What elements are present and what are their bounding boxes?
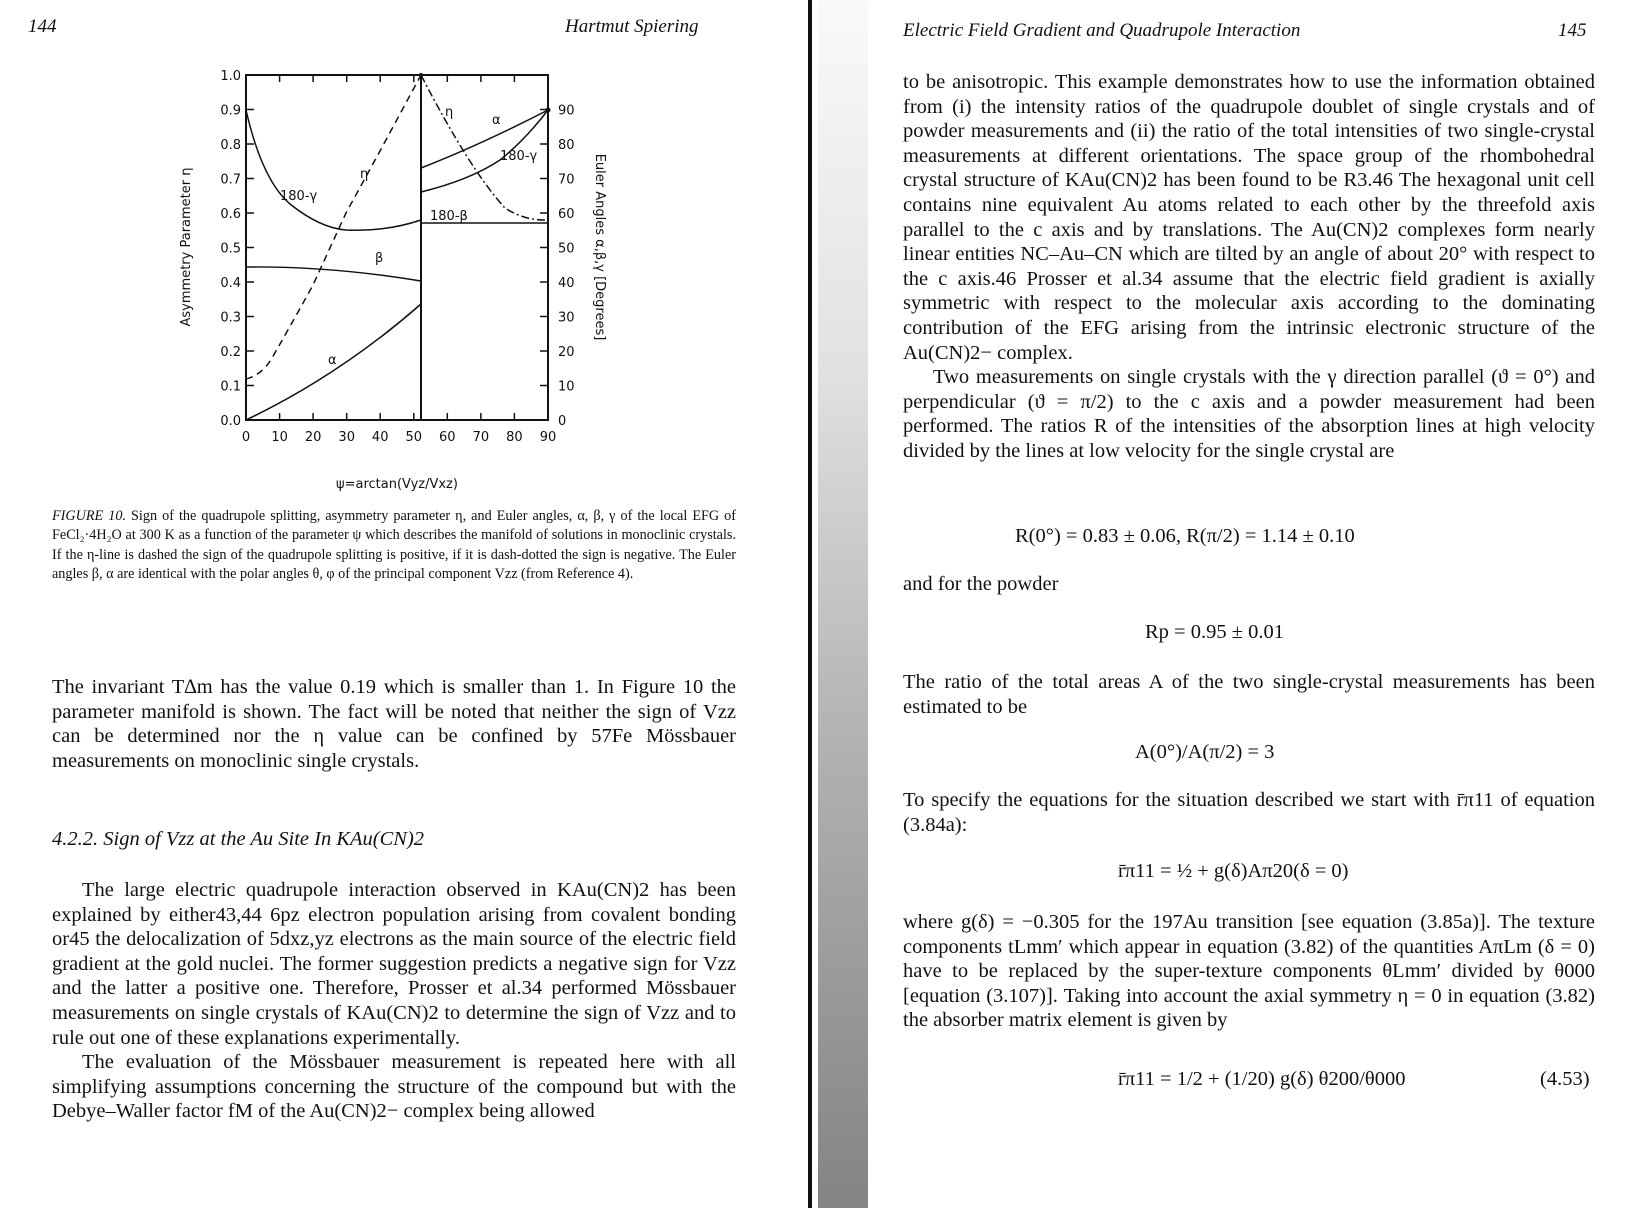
y-tick: 1.0 bbox=[220, 69, 241, 84]
equation-ratios: R(0°) = 0.83 ± 0.06, R(π/2) = 1.14 ± 0.10 bbox=[1015, 525, 1355, 547]
x-tick: 50 bbox=[405, 430, 423, 445]
y-tick: 0.6 bbox=[220, 207, 241, 222]
y-right-tick: 0 bbox=[558, 414, 567, 429]
paragraph-where: where g(δ) = −0.305 for the 197Au transition [see equation (3.85a)]. The texture components tLmm′ which appear in equation (3.82) of the quantities AπLm (δ = 0) have to be replaced by the super-texture components θLmm′ divided by θ000 [equation (3.107)]. Taking into account the axial symmetry η = 0 in equation (3.82) the absorber matrix element is given by bbox=[903, 911, 1595, 1032]
equation-areas: A(0°)/A(π/2) = 3 bbox=[1135, 741, 1275, 763]
label-alpha: α bbox=[328, 353, 337, 368]
y-tick: 0.9 bbox=[220, 103, 241, 119]
y-tick: 0.8 bbox=[220, 138, 241, 153]
y-tick: 0.5 bbox=[220, 241, 241, 257]
y-tick: 0.2 bbox=[220, 345, 241, 360]
equation-r11: r̄π11 = ½ + g(δ)Aπ20(δ = 0) bbox=[1118, 860, 1349, 882]
y-tick: 0.0 bbox=[220, 414, 241, 429]
x-tick: 80 bbox=[506, 430, 523, 445]
page-number: 144 bbox=[28, 16, 57, 37]
x-tick: 40 bbox=[371, 430, 389, 445]
y-right-tick: 30 bbox=[558, 310, 575, 326]
label-alpha-right: α bbox=[492, 113, 501, 128]
x-axis-label: ψ=arctan(Vyz/Vxz) bbox=[336, 477, 458, 492]
label-180-gamma: 180-γ bbox=[280, 189, 318, 204]
y-axis-label: Asymmetry Parameter η bbox=[179, 167, 194, 327]
section-heading: 4.2.2. Sign of Vzz at the Au Site In KAu(CN)2 bbox=[52, 828, 425, 850]
running-head: Hartmut Spiering bbox=[565, 16, 699, 37]
equation-4-53: r̄π11 = 1/2 + (1/20) g(δ) θ200/θ000 bbox=[1118, 1068, 1406, 1090]
right-page bbox=[800, 0, 1626, 1208]
page-number: 145 bbox=[1558, 20, 1587, 41]
x-tick: 70 bbox=[472, 430, 490, 445]
y-right-tick: 70 bbox=[558, 172, 575, 188]
y-tick: 0.1 bbox=[220, 379, 241, 395]
y-right-tick: 50 bbox=[558, 241, 575, 257]
caption-text: Sign of the quadrupole splitting, asymmetry parameter η, and Euler angles, α, β, γ of the local EFG of FeCl₂·4H₂O at 300 K as a function of the parameter ψ which describes the manifold of solutions in monoclinic crystals. If the η-line is dashed the sign of the quadrupole splitting is positive, if it is dash-dotted the sign is negative. The Euler angles β, α are identical with the polar angles θ, φ of the principal component Vzz (from Reference 4). bbox=[52, 508, 737, 582]
y-right-tick: 90 bbox=[558, 103, 575, 119]
y-tick: 0.4 bbox=[220, 276, 241, 291]
caption-label: FIGURE 10. bbox=[52, 508, 126, 524]
label-eta-right: η bbox=[445, 105, 454, 120]
eta-dashdot-curve bbox=[421, 75, 548, 220]
180-gamma-curve-left bbox=[246, 110, 421, 230]
y-tick: 0.7 bbox=[220, 172, 241, 188]
x-tick: 90 bbox=[539, 430, 557, 445]
x-tick: 20 bbox=[304, 430, 322, 445]
y-right-tick: 80 bbox=[558, 138, 575, 153]
y-right-tick: 40 bbox=[558, 276, 575, 291]
label-180-gamma-right: 180-γ bbox=[500, 149, 538, 164]
figure-10-chart bbox=[160, 60, 620, 492]
paragraph-areas: The ratio of the total areas A of the two single-crystal measurements has been estimated to be bbox=[903, 671, 1595, 718]
running-head: Electric Field Gradient and Quadrupole Interaction bbox=[903, 20, 1301, 41]
paragraph-kau: The large electric quadrupole interaction observed in KAu(CN)2 has been explained by either43,44 6pz electron population arising from covalent bonding or45 the delocalization of 5dxz,yz electrons as the main source of the electric field gradient at the gold nuclei. The former suggestion predicts a negative sign for Vzz and the latter a positive one. Therefore, Prosser et al.34 performed Mössbauer measurements on single crystals of KAu(CN)2 to determine the sign of Vzz and to rule out one of these explanations experimentally. The evaluation of the Mössbauer measurement is repeated here with all simplifying assumptions concerning the structure of the compound but with the Debye–Waller factor fM of the Au(CN)2− complex being allowed bbox=[52, 879, 736, 1123]
equation-number: (4.53) bbox=[1540, 1068, 1590, 1090]
y-right-tick: 60 bbox=[558, 207, 575, 222]
y-right-tick: 20 bbox=[558, 345, 575, 360]
y-tick: 0.3 bbox=[220, 310, 241, 326]
x-tick: 30 bbox=[338, 430, 355, 445]
text-powder: and for the powder bbox=[903, 573, 1059, 595]
label-eta: η bbox=[360, 167, 369, 182]
paragraph-specify: To specify the equations for the situation described we start with r̄π11 of equation (3.84a): bbox=[903, 789, 1595, 836]
y-right-axis-label: Euler Angles α,β,γ [Degrees] bbox=[592, 153, 607, 341]
figure-caption bbox=[52, 507, 736, 584]
label-beta: β bbox=[375, 251, 384, 266]
left-page bbox=[0, 0, 790, 1208]
y-right-tick: 10 bbox=[558, 379, 575, 395]
x-tick: 60 bbox=[439, 430, 456, 445]
paragraph-anisotropic: to be anisotropic. This example demonstrates how to use the information obtained from (i) the intensity ratios of the quadrupole doublet of single crystals and of powder measurements and (ii) the ratio of the total intensities of two single-crystal measurements at different orientations. The space group of the rhombohedral crystal structure of KAu(CN)2 has been found to be R3.46 The hexagonal unit cell contains nine equivalent Au atoms related to each other by the threefold axis parallel to the c axis and by translations. The Au(CN)2 complexes form nearly linear entities NC–Au–CN which are tilted by an angle of about 20° with respect to the c axis.46 Prosser et al.34 assume that the electric field gradient is axially symmetric with respect to the molecular axis according to the dominating contribution of the EFG arising from the intrinsic electronic structure of the Au(CN)2− complex. Two measurements on single crystals with the γ direction parallel (ϑ = 0°) and perpendicular (ϑ = π/2) to the c axis and a powder measurement had been performed. The ratios R of the intensities of the absorption lines at high velocity divided by the lines at low velocity for the single crystal are bbox=[903, 71, 1595, 462]
label-180-beta: 180-β bbox=[430, 209, 468, 224]
beta-curve bbox=[246, 267, 421, 281]
paragraph-invariant: The invariant T∆m has the value 0.19 which is smaller than 1. In Figure 10 the parameter manifold is shown. The fact will be noted that neither the sign of Vzz can be determined nor the η value can be confined by 57Fe Mössbauer measurements on monoclinic single crystals. bbox=[52, 676, 736, 772]
equation-powder: Rp = 0.95 ± 0.01 bbox=[1145, 621, 1284, 643]
x-tick: 0 bbox=[241, 430, 251, 445]
x-tick: 10 bbox=[271, 430, 288, 445]
